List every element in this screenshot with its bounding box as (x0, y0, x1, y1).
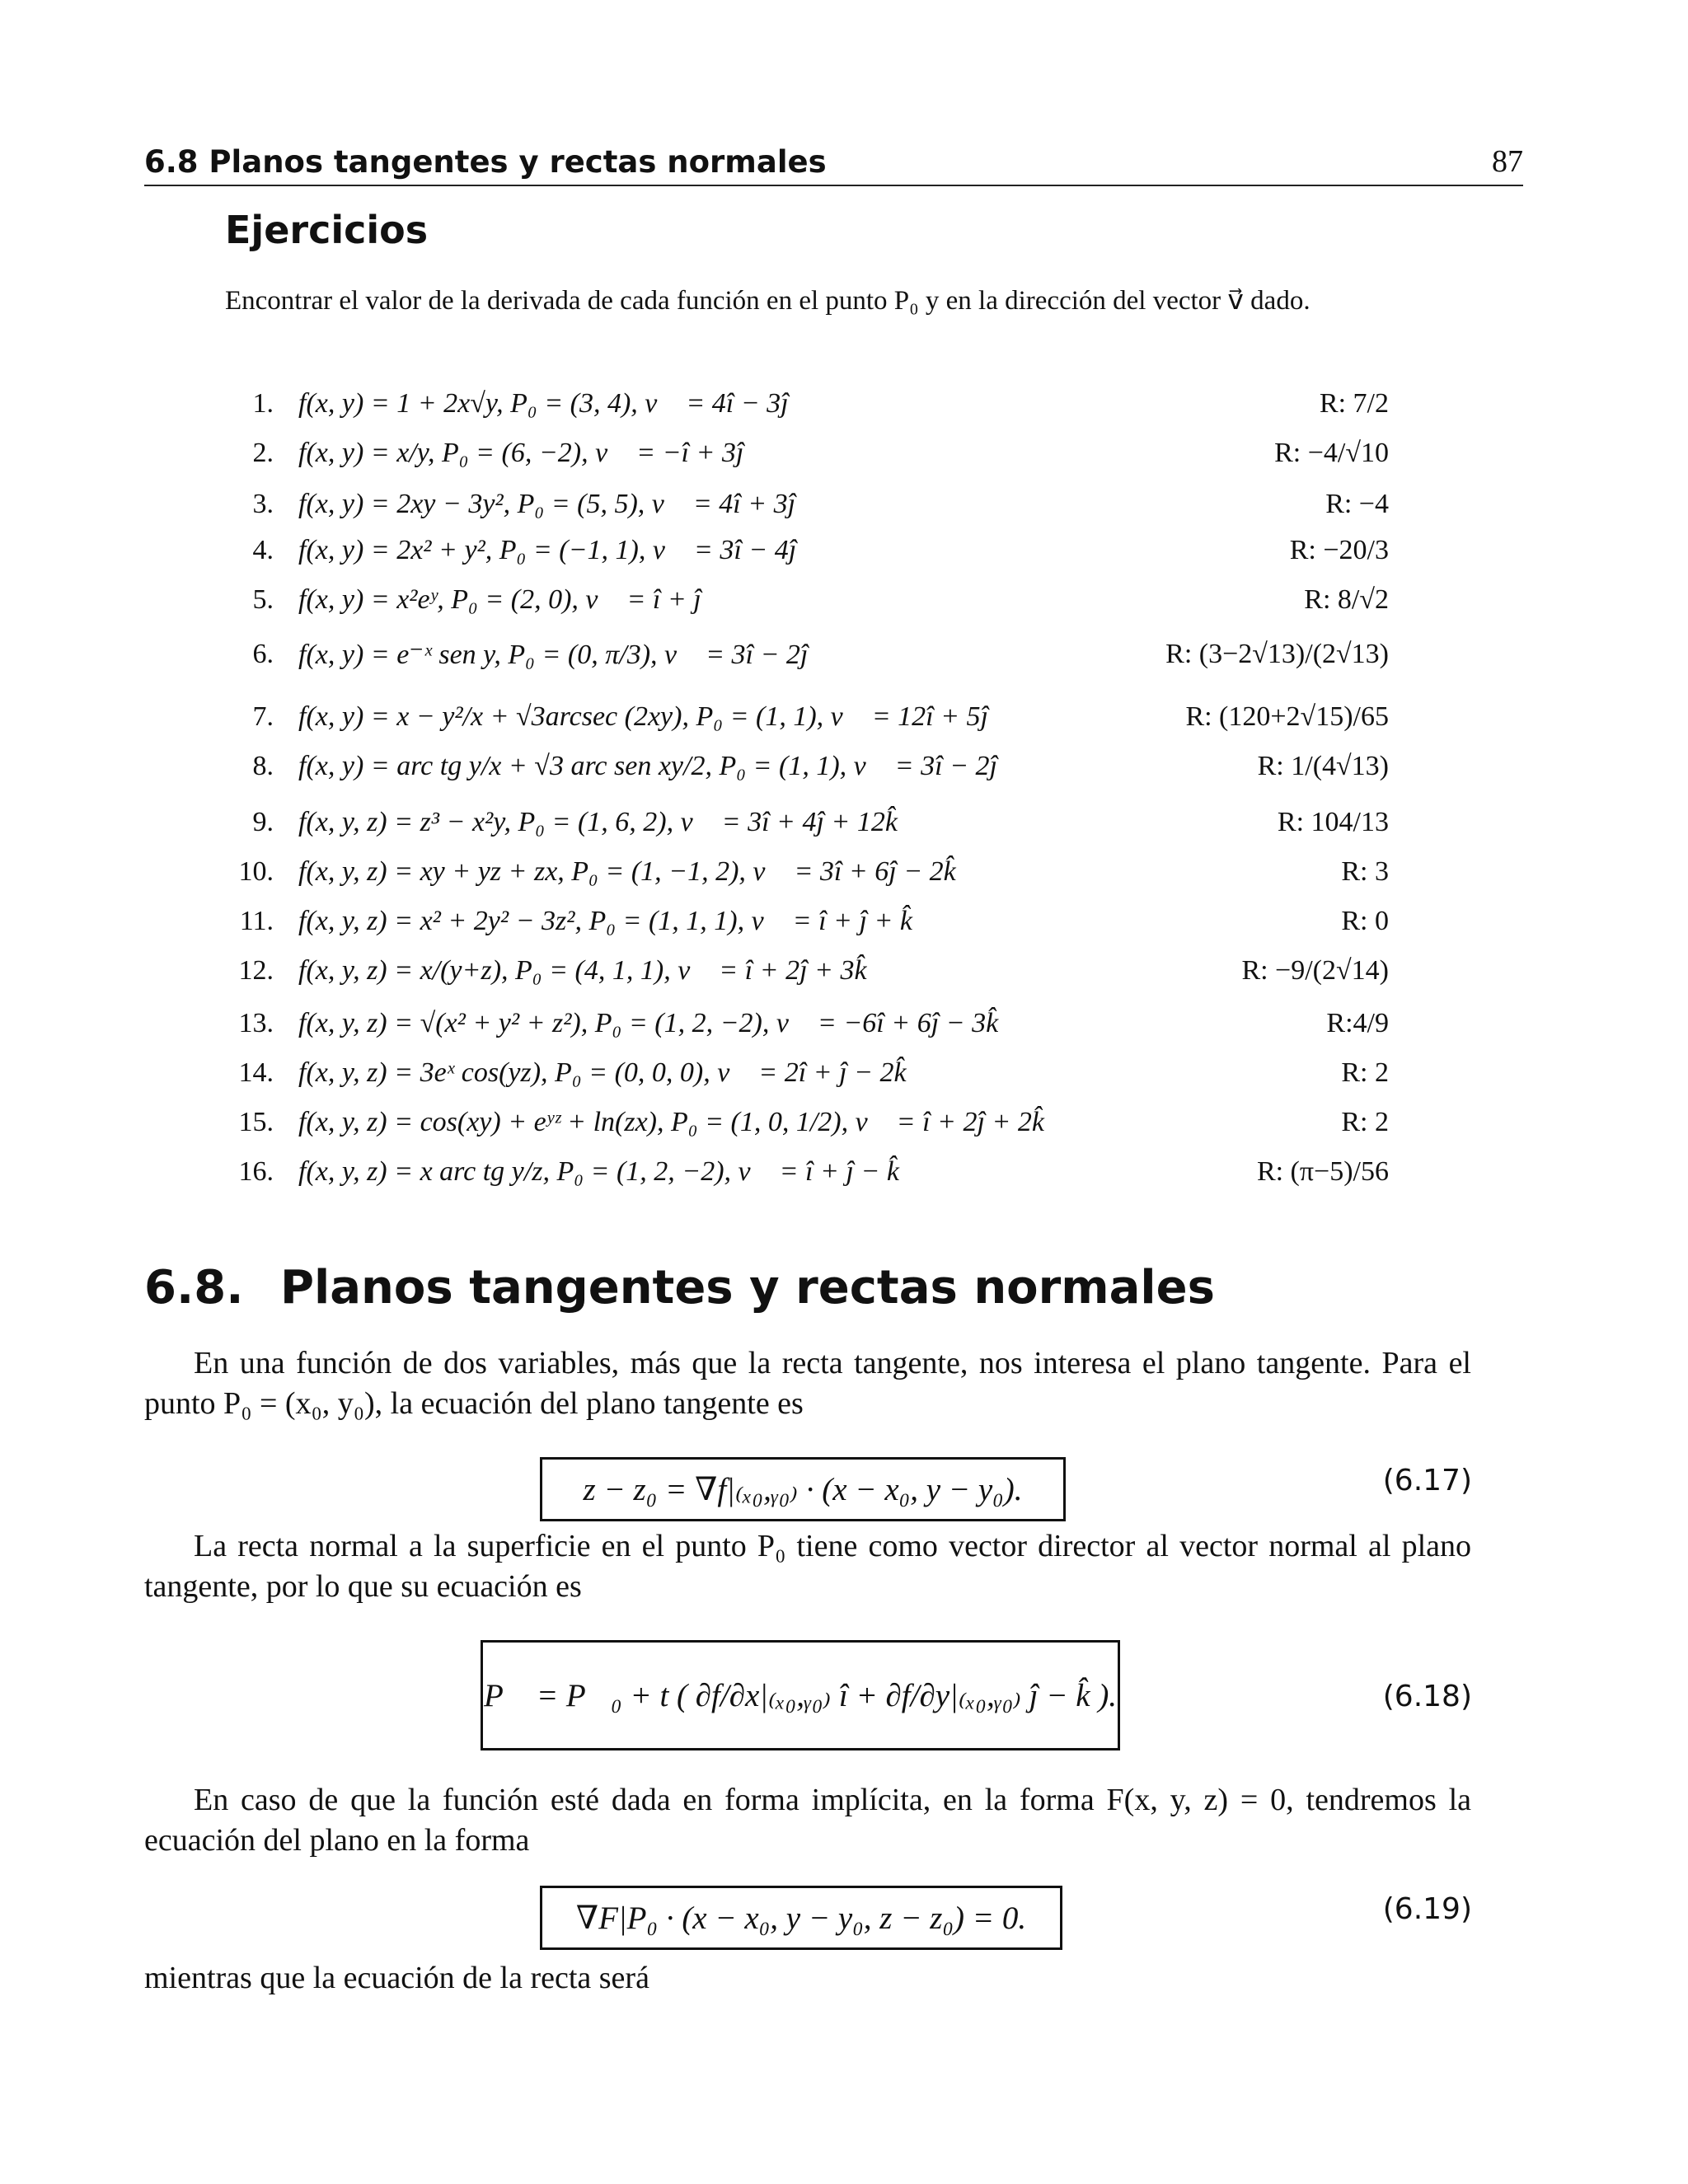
section-number: 6.8. (144, 1261, 244, 1315)
exercise-number: 5. (252, 584, 274, 615)
exercise-number: 3. (252, 489, 274, 519)
exercise-formula: f(x, y, z) = z³ − x²y, P₀ = (1, 6, 2), v⃗ = 3î + 4ĵ + 12k̂ (298, 807, 898, 837)
equation-box-normal-line (481, 1640, 1120, 1750)
exercise-item (223, 481, 1389, 527)
exercise-number: 10. (238, 856, 274, 887)
running-header (144, 142, 1523, 186)
exercise-item (223, 527, 1389, 574)
equation-tangent-plane: z − z₀ = ∇f|₍ₓ₀,ᵧ₀₎ · (x − x₀, y − y₀). (583, 1471, 1023, 1507)
exercise-answer: R: 0 (1341, 906, 1389, 936)
exercise-formula: f(x, y) = x − y²/x + √3arcsec (2xy), P₀ = (1, 1), v⃗ = 12î + 5ĵ (298, 701, 988, 732)
exercise-item (223, 430, 1389, 476)
exercise-number: 16. (238, 1156, 274, 1187)
section-title: Planos tangentes y rectas normales (280, 1261, 1215, 1315)
exercise-answer: R: −4 (1325, 489, 1389, 519)
exercise-formula: f(x, y, z) = x² + 2y² − 3z², P₀ = (1, 1, 1), v⃗ = î + ĵ + k̂ (298, 906, 912, 936)
exercise-number: 8. (252, 751, 274, 781)
paragraph-normal-line: La recta normal a la superficie en el punto P₀ tiene como vector director al vector normal al plano tangente, por lo que su ecuación es (144, 1529, 1471, 1604)
exercise-answer: R: (3−2√13)/(2√13) (1165, 639, 1389, 669)
running-title: 6.8 Planos tangentes y rectas normales (144, 144, 827, 180)
exercise-number: 12. (238, 955, 274, 986)
exercise-answer: R: 3 (1341, 856, 1389, 887)
exercise-formula: f(x, y) = arc tg y/x + √3 arc sen xy/2, P₀ = (1, 1), v⃗ = 3î − 2ĵ (298, 751, 997, 781)
exercise-formula: f(x, y, z) = xy + yz + zx, P₀ = (1, −1, 2), v⃗ = 3î + 6ĵ − 2k̂ (298, 856, 956, 887)
exercise-item (223, 577, 1389, 623)
exercise-formula: f(x, y) = x/y, P₀ = (6, −2), v⃗ = −î + 3ĵ (298, 438, 744, 468)
exercise-formula: f(x, y, z) = x/(y+z), P₀ = (4, 1, 1), v⃗ = î + 2ĵ + 3k̂ (298, 955, 867, 986)
exercise-number: 4. (252, 535, 274, 565)
section-heading (144, 1261, 1215, 1315)
exercise-formula: f(x, y) = 1 + 2x√y, P₀ = (3, 4), v⃗ = 4î − 3ĵ (298, 388, 789, 419)
exercise-item (223, 849, 1389, 895)
exercise-number: 7. (252, 701, 274, 732)
exercise-answer: R: 7/2 (1319, 388, 1389, 419)
exercise-answer: R: −9/(2√14) (1241, 955, 1389, 986)
exercise-formula: f(x, y) = 2x² + y², P₀ = (−1, 1), v⃗ = 3î − 4ĵ (298, 535, 797, 565)
equation-box-tangent-plane (540, 1457, 1066, 1521)
exercise-number: 1. (252, 388, 274, 419)
equation-number: (6.17) (1382, 1464, 1472, 1497)
exercise-item (223, 799, 1389, 846)
exercise-formula: f(x, y) = e⁻ˣ sen y, P₀ = (0, π/3), v⃗ = 3î − 2ĵ (298, 640, 809, 670)
exercise-answer: R: −4/√10 (1274, 438, 1389, 468)
exercise-formula: f(x, y) = 2xy − 3y², P₀ = (5, 5), v⃗ = 4î + 3ĵ (298, 489, 796, 519)
paragraph-line-equation: mientras que la ecuación de la recta será (144, 1961, 649, 1995)
exercise-number: 15. (238, 1107, 274, 1137)
equation-number: (6.18) (1382, 1680, 1472, 1713)
exercise-answer: R: 2 (1341, 1107, 1389, 1137)
exercise-item (223, 898, 1389, 944)
equation-box-implicit-plane (540, 1886, 1062, 1950)
exercise-item (223, 1149, 1389, 1195)
exercise-item (223, 694, 1389, 740)
exercise-answer: R: 2 (1341, 1057, 1389, 1088)
equation-number: (6.19) (1382, 1892, 1472, 1926)
exercise-number: 2. (252, 438, 274, 468)
exercise-formula: f(x, y, z) = 3eˣ cos(yz), P₀ = (0, 0, 0), v⃗ = 2î + ĵ − 2k̂ (298, 1057, 907, 1088)
exercise-formula: f(x, y, z) = x arc tg y/z, P₀ = (1, 2, −2), v⃗ = î + ĵ − k̂ (298, 1156, 899, 1187)
exercises-intro: Encontrar el valor de la derivada de cada función en el punto P₀ y en la dirección del vector v⃗ dado. (225, 286, 1311, 316)
exercise-answer: R:4/9 (1326, 1008, 1389, 1038)
paragraph-implicit: En caso de que la función esté dada en forma implícita, en la forma F(x, y, z) = 0, tendremos la ecuación del plano en la forma (144, 1783, 1471, 1858)
exercise-answer: R: 8/√2 (1304, 584, 1389, 615)
exercise-item (223, 1099, 1389, 1146)
exercise-number: 14. (238, 1057, 274, 1088)
exercise-answer: R: (120+2√15)/65 (1185, 701, 1389, 732)
exercise-item (223, 381, 1389, 427)
exercise-formula: f(x, y, z) = cos(xy) + eʸᶻ + ln(zx), P₀ = (1, 0, 1/2), v⃗ = î + 2ĵ + 2k̂ (298, 1107, 1044, 1137)
exercise-formula: f(x, y) = x²eʸ, P₀ = (2, 0), v⃗ = î + ĵ (298, 584, 701, 615)
page-number: 87 (1492, 144, 1523, 179)
exercise-number: 11. (239, 906, 274, 936)
exercise-item (223, 631, 1389, 677)
exercise-item (223, 1050, 1389, 1096)
exercises-title: Ejercicios (225, 208, 429, 252)
equation-normal-line: P⃗ = P⃗₀ + t ( ∂f/∂x|₍ₓ₀,ᵧ₀₎ î + ∂f/∂y|₍ₓ₀,ᵧ₀₎ ĵ − k̂ ). (483, 1677, 1118, 1713)
exercise-answer: R: −20/3 (1289, 535, 1389, 565)
exercise-item (223, 1001, 1389, 1047)
exercise-item (223, 743, 1389, 790)
exercise-number: 6. (252, 639, 274, 669)
exercise-answer: R: (π−5)/56 (1256, 1156, 1389, 1187)
exercise-answer: R: 104/13 (1277, 807, 1389, 837)
exercise-number: 9. (252, 807, 274, 837)
exercise-item (223, 948, 1389, 994)
paragraph-intro: En una función de dos variables, más que la recta tangente, nos interesa el plano tangente. Para el punto P₀ = (x₀, y₀), la ecuación del plano tangente es (144, 1346, 1471, 1421)
exercise-formula: f(x, y, z) = √(x² + y² + z²), P₀ = (1, 2, −2), v⃗ = −6î + 6ĵ − 3k̂ (298, 1008, 999, 1038)
exercise-number: 13. (238, 1008, 274, 1038)
exercise-answer: R: 1/(4√13) (1257, 751, 1389, 781)
equation-implicit-plane: ∇F|P₀ · (x − x₀, y − y₀, z − z₀) = 0. (575, 1900, 1027, 1936)
